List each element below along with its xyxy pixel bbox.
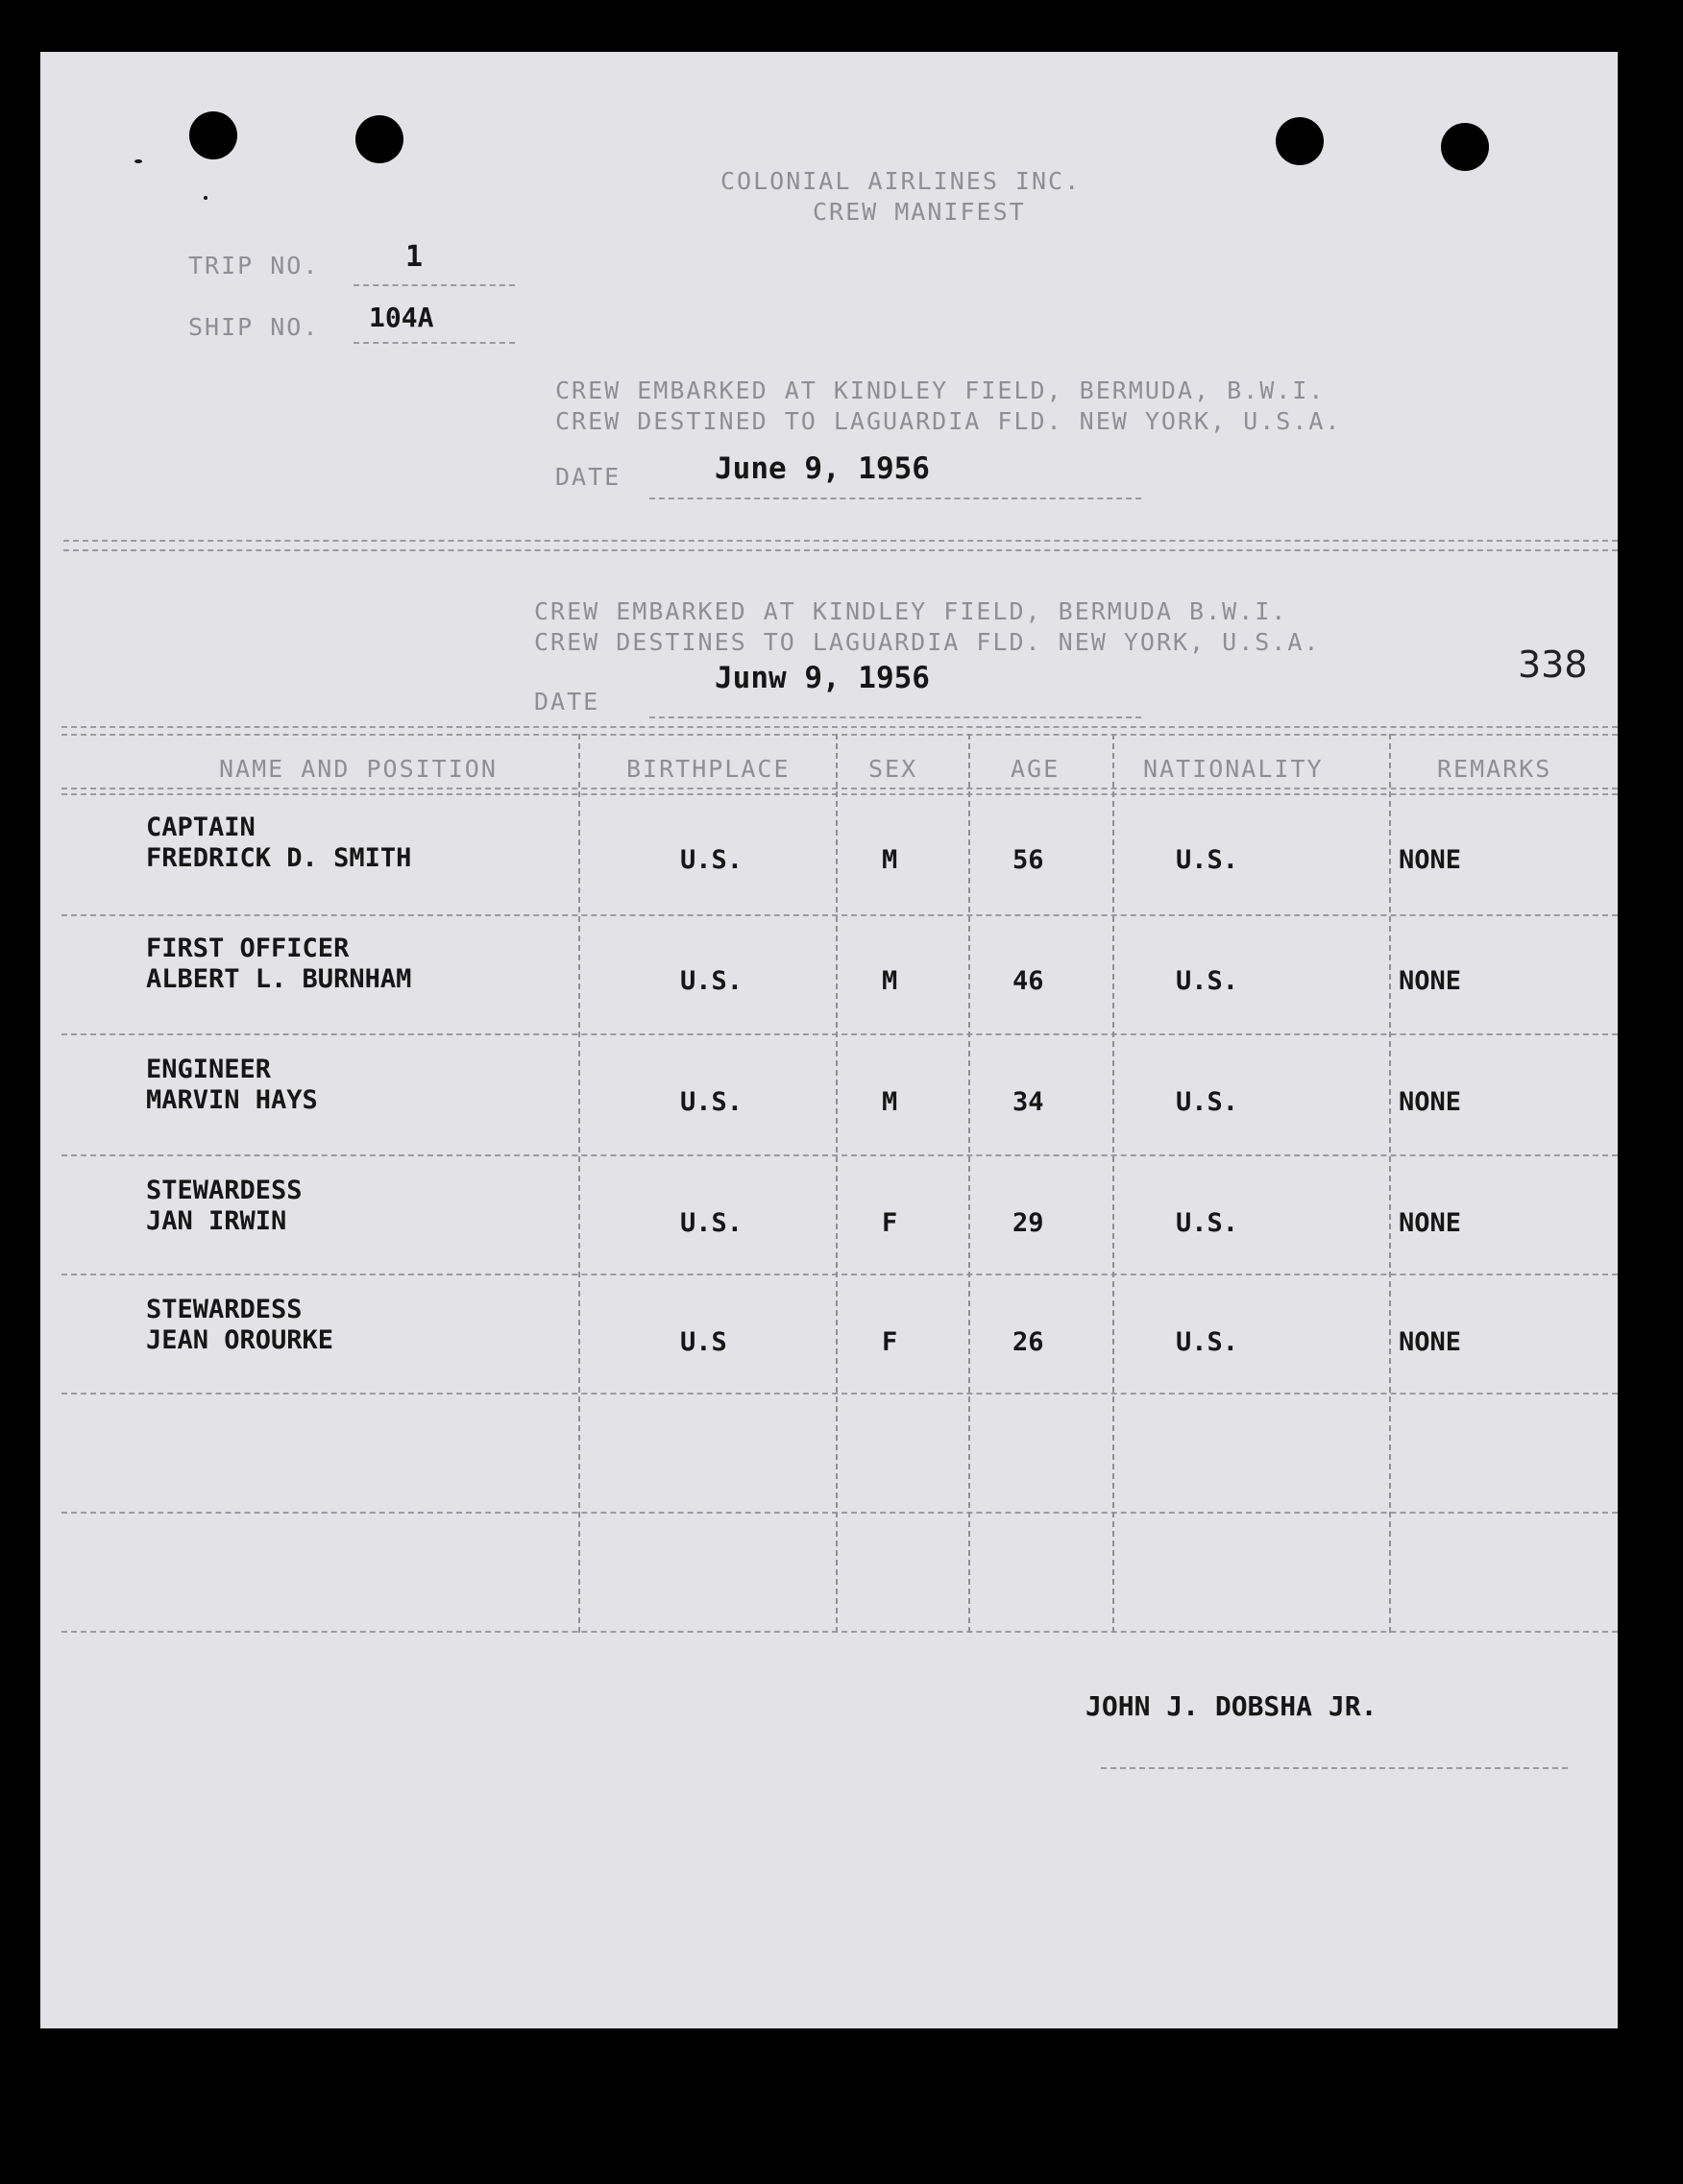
crew-birthplace: U.S. xyxy=(680,1208,744,1238)
punch-hole xyxy=(189,111,237,159)
punch-hole xyxy=(1441,123,1489,171)
column-header-age: AGE xyxy=(1011,755,1061,783)
table-top-rule xyxy=(61,726,1618,728)
crew-nationality: U.S. xyxy=(1176,1327,1239,1357)
signature-line xyxy=(1101,1767,1568,1769)
crew-remarks: NONE xyxy=(1399,966,1462,996)
date-value-1: June 9, 1956 xyxy=(715,451,930,486)
column-header-remarks: REMARKS xyxy=(1437,755,1552,783)
crew-sex: F xyxy=(882,1327,898,1357)
crew-age: 29 xyxy=(1012,1208,1044,1238)
crew-remarks: NONE xyxy=(1399,1327,1462,1357)
crew-sex: M xyxy=(882,845,898,875)
crew-sex: F xyxy=(882,1208,898,1238)
table-header-rule xyxy=(61,788,1618,789)
crew-remarks: NONE xyxy=(1399,845,1462,875)
crew-age: 46 xyxy=(1012,966,1044,996)
date-underline-1 xyxy=(649,497,1141,499)
crew-age: 56 xyxy=(1012,845,1044,875)
crew-name: JAN IRWIN xyxy=(146,1206,287,1236)
ink-speck xyxy=(204,196,207,200)
trip-number-value: 1 xyxy=(405,240,424,274)
crew-name: ALBERT L. BURNHAM xyxy=(146,964,412,994)
table-row-rule xyxy=(61,1393,1618,1395)
punch-hole xyxy=(1276,117,1324,165)
destined-line-1: CREW DESTINED TO LAGUARDIA FLD. NEW YORK, U.S.A. xyxy=(555,407,1342,435)
ship-number-label: SHIP NO. xyxy=(188,313,320,341)
table-row-rule xyxy=(61,1154,1618,1156)
crew-nationality: U.S. xyxy=(1176,1087,1239,1117)
column-divider xyxy=(578,734,580,1633)
column-divider xyxy=(836,734,838,1633)
crew-age: 26 xyxy=(1012,1327,1044,1357)
crew-sex: M xyxy=(882,966,898,996)
table-row-rule xyxy=(61,1033,1618,1035)
punch-hole xyxy=(355,115,403,163)
date-underline-2 xyxy=(649,716,1141,718)
section-divider xyxy=(63,549,1618,551)
destined-line-2: CREW DESTINES TO LAGUARDIA FLD. NEW YORK, U.S.A. xyxy=(534,628,1321,656)
column-divider xyxy=(1112,734,1114,1633)
column-header-nationality: NATIONALITY xyxy=(1143,755,1324,783)
trip-number-underline xyxy=(354,284,515,286)
table-row-rule xyxy=(61,1274,1618,1275)
crew-position: STEWARDESS xyxy=(146,1176,303,1205)
column-header-sex: SEX xyxy=(868,755,918,783)
crew-position: ENGINEER xyxy=(146,1055,272,1084)
table-top-rule xyxy=(61,734,1618,736)
crew-remarks: NONE xyxy=(1399,1087,1462,1117)
crew-nationality: U.S. xyxy=(1176,1208,1239,1238)
document-title: CREW MANIFEST xyxy=(813,198,1026,226)
company-name: COLONIAL AIRLINES INC. xyxy=(720,167,1082,195)
page-number: 338 xyxy=(1518,643,1588,686)
table-row-rule xyxy=(61,914,1618,916)
manifest-sheet xyxy=(40,52,1618,2028)
crew-sex: M xyxy=(882,1087,898,1117)
crew-name: JEAN OROURKE xyxy=(146,1325,334,1355)
signatory-name: JOHN J. DOBSHA JR. xyxy=(1085,1690,1378,1722)
crew-nationality: U.S. xyxy=(1176,966,1239,996)
ink-speck xyxy=(134,159,142,163)
table-bottom-rule xyxy=(61,1631,1618,1633)
column-header-name: NAME AND POSITION xyxy=(219,755,498,783)
crew-name: FREDRICK D. SMITH xyxy=(146,843,412,873)
column-divider xyxy=(1389,734,1391,1633)
crew-position: STEWARDESS xyxy=(146,1295,303,1324)
crew-age: 34 xyxy=(1012,1087,1044,1117)
date-label-2: DATE xyxy=(534,688,600,716)
date-value-2: Junw 9, 1956 xyxy=(715,661,930,695)
crew-position: CAPTAIN xyxy=(146,813,256,842)
date-label-1: DATE xyxy=(555,463,622,491)
crew-birthplace: U.S xyxy=(680,1327,727,1357)
section-divider xyxy=(63,540,1618,542)
trip-number-label: TRIP NO. xyxy=(188,252,320,279)
crew-remarks: NONE xyxy=(1399,1208,1462,1238)
ship-number-underline xyxy=(354,342,515,344)
crew-birthplace: U.S. xyxy=(680,966,744,996)
embarked-line-2: CREW EMBARKED AT KINDLEY FIELD, BERMUDA B.W.I. xyxy=(534,597,1288,625)
table-row-rule xyxy=(61,1512,1618,1514)
ship-number-value: 104A xyxy=(369,302,434,333)
column-header-birthplace: BIRTHPLACE xyxy=(626,755,791,783)
table-header-rule xyxy=(61,793,1618,795)
crew-birthplace: U.S. xyxy=(680,845,744,875)
crew-birthplace: U.S. xyxy=(680,1087,744,1117)
crew-nationality: U.S. xyxy=(1176,845,1239,875)
crew-name: MARVIN HAYS xyxy=(146,1085,318,1115)
crew-position: FIRST OFFICER xyxy=(146,934,350,963)
column-divider xyxy=(968,734,970,1633)
embarked-line-1: CREW EMBARKED AT KINDLEY FIELD, BERMUDA, B.W.I. xyxy=(555,376,1326,404)
